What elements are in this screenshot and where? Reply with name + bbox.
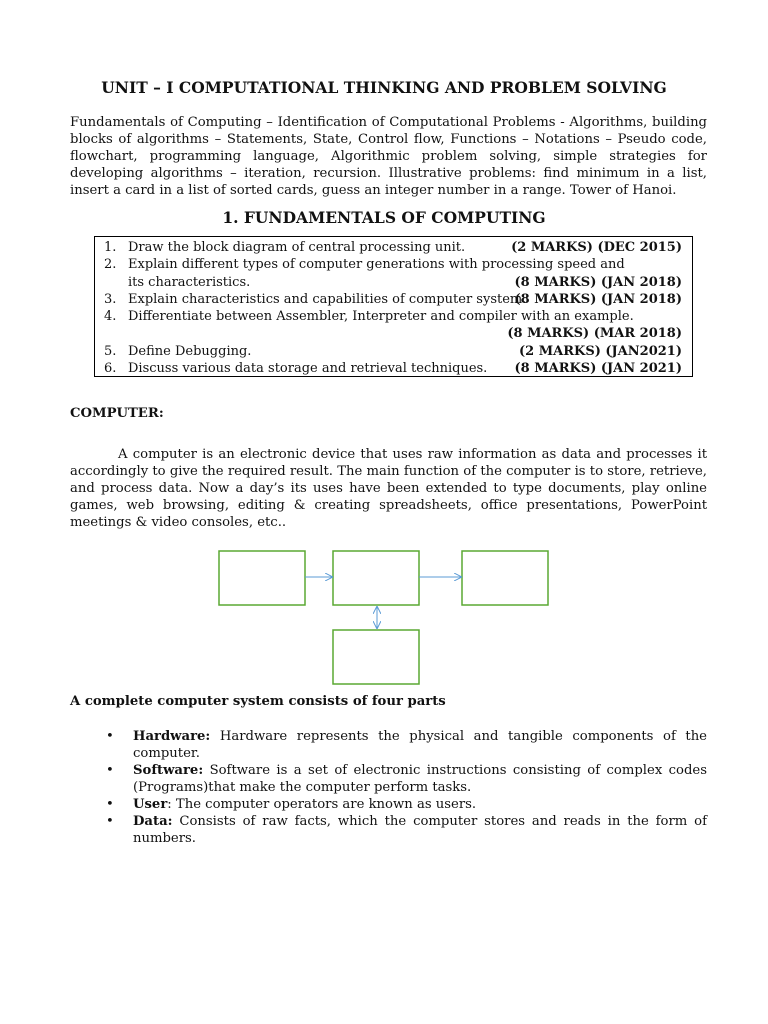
question-number: 3.: [104, 291, 117, 307]
question-text: Discuss various data storage and retrieval techniques.: [128, 361, 488, 377]
computer-paragraph: A computer is an electronic device that uses raw information as data and processes it accordingly to give the required result. The main function of the computer is to store, retrieve, and process data. Now a day’s its uses have been extended to type documents, play online games, web browsing, editing & creating spreadsheets, office presentations, PowerPoint meetings & video consoles, etc..: [70, 447, 707, 530]
part-term: User: [133, 797, 168, 812]
bullet-icon: •: [106, 729, 114, 744]
part-term: Data:: [133, 814, 173, 829]
parts-heading: A complete computer system consists of four parts: [70, 694, 446, 709]
question-text: Differentiate between Assembler, Interpreter and compiler with an example.: [128, 309, 634, 325]
part-desc: : The computer operators are known as users.: [167, 797, 477, 812]
question-number: 5.: [104, 343, 117, 359]
question-number: 2.: [104, 257, 117, 273]
diagram-box-cpu: [333, 551, 419, 605]
syllabus-intro: Fundamentals of Computing – Identification of Computational Problems - Algorithms, building blocks of algorithms – Statements, State, Control flow, Functions – Notations – Pseudo code, flowchart, programming language, Algorithmic problem solving, simple strategies for developing algorithms – iteration, recursion. Illustrative problems: find minimum in a list, insert a card in a list of sorted cards, guess an integer number in a range. Tower of Hanoi.: [70, 115, 707, 198]
bullet-icon: •: [106, 763, 114, 778]
page-title: UNIT – I COMPUTATIONAL THINKING AND PROBLEM SOLVING: [101, 78, 667, 97]
question-text: Draw the block diagram of central processing unit.: [128, 240, 466, 255]
list-item: [70, 728, 707, 762]
question-text: Explain different types of computer generations with processing speed and its characteristics.: [128, 257, 625, 290]
diagram-box-input: [219, 551, 305, 605]
list-item: [70, 796, 707, 813]
question-marks: (8 MARKS) (MAR 2018): [507, 326, 682, 342]
question-number: 4.: [104, 309, 117, 325]
part-desc: Hardware represents the physical and tangible components of the computer.: [133, 729, 707, 761]
question-number: 6.: [104, 361, 117, 377]
question-marks: (2 MARKS) (JAN2021): [519, 343, 682, 359]
diagram-box-memory: [333, 630, 419, 684]
question-text: Explain characteristics and capabilities of computer system.: [128, 291, 527, 307]
computer-heading: COMPUTER:: [70, 406, 164, 421]
question-number: 1.: [104, 240, 117, 255]
diagram-box-output: [462, 551, 548, 605]
parts-list: [70, 728, 707, 847]
question-marks: (8 MARKS) (JAN 2018): [514, 291, 682, 307]
question-marks: (8 MARKS) (JAN 2018): [514, 274, 682, 290]
part-term: Software:: [133, 763, 204, 778]
part-desc: Consists of raw facts, which the computer stores and reads in the form of numbers.: [133, 814, 707, 846]
section-heading: 1. FUNDAMENTALS OF COMPUTING: [222, 208, 546, 227]
list-item: [70, 762, 707, 796]
part-desc: Software is a set of electronic instructions consisting of complex codes (Programs)that make the computer perform tasks.: [133, 763, 707, 795]
part-term: Hardware:: [133, 729, 211, 744]
list-item: [70, 813, 707, 847]
question-text: Define Debugging.: [128, 343, 252, 359]
question-marks: (8 MARKS) (JAN 2021): [514, 361, 682, 377]
bullet-icon: •: [106, 814, 114, 829]
question-marks: (2 MARKS) (DEC 2015): [511, 240, 682, 255]
bullet-icon: •: [106, 797, 114, 812]
